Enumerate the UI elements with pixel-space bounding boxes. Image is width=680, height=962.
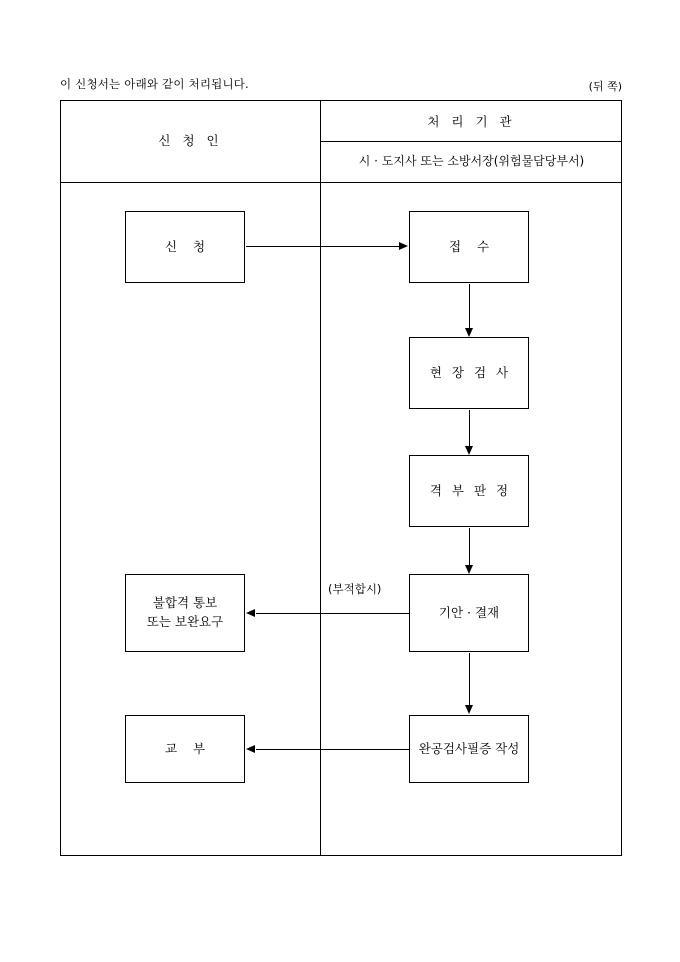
arrow-inspection-to-judgement-head bbox=[465, 446, 473, 455]
header-agency: 처 리 기 관 bbox=[427, 114, 516, 129]
header-applicant: 신 청 인 bbox=[158, 133, 223, 148]
flow-node-judgement: 격 부 판 정 bbox=[409, 455, 529, 527]
flow-node-draft-approval: 기안 · 결재 bbox=[409, 574, 529, 652]
flow-node-reject-notice bbox=[125, 574, 245, 652]
header-divider bbox=[60, 182, 622, 183]
arrow-draft-to-reject-head bbox=[246, 609, 255, 617]
column-divider bbox=[320, 100, 321, 856]
arrow-receive-to-inspection-line bbox=[469, 284, 470, 328]
flow-node-apply: 신 청 bbox=[125, 211, 245, 283]
flow-node-issue: 교 부 bbox=[125, 715, 245, 783]
arrow-certificate-to-issue-head bbox=[246, 745, 255, 753]
header-note: 이 신청서는 아래와 같이 처리됩니다. bbox=[60, 77, 249, 91]
arrow-receive-to-inspection-head bbox=[465, 328, 473, 337]
reject-line-2: 또는 보완요구 bbox=[146, 614, 224, 629]
arrow-judgement-to-draft-line bbox=[469, 528, 470, 565]
reject-line-1: 불합격 통보 bbox=[152, 595, 218, 611]
arrow-draft-to-certificate-line bbox=[469, 653, 470, 705]
arrow-judgement-to-draft-head bbox=[465, 565, 473, 574]
arrow-apply-to-receive-head bbox=[399, 242, 408, 250]
flow-node-certificate: 완공검사필증 작성 bbox=[409, 715, 529, 783]
arrow-certificate-to-issue-line bbox=[256, 749, 409, 750]
flow-node-site-inspection: 현 장 검 사 bbox=[409, 337, 529, 409]
arrow-draft-to-reject-line bbox=[256, 613, 409, 614]
page-mark: (뒤 쪽) bbox=[588, 80, 622, 93]
agency-header-sub-divider bbox=[321, 141, 622, 142]
arrow-draft-to-certificate-head bbox=[465, 705, 473, 714]
edge-label-unqualified: (부적합시) bbox=[328, 582, 382, 596]
flow-node-receive: 접 수 bbox=[409, 211, 529, 283]
arrow-inspection-to-judgement-line bbox=[469, 410, 470, 446]
header-agency-subtitle: 시 · 도지사 또는 소방서장(위험물담당부서) bbox=[358, 154, 585, 168]
arrow-apply-to-receive-line bbox=[246, 246, 400, 247]
